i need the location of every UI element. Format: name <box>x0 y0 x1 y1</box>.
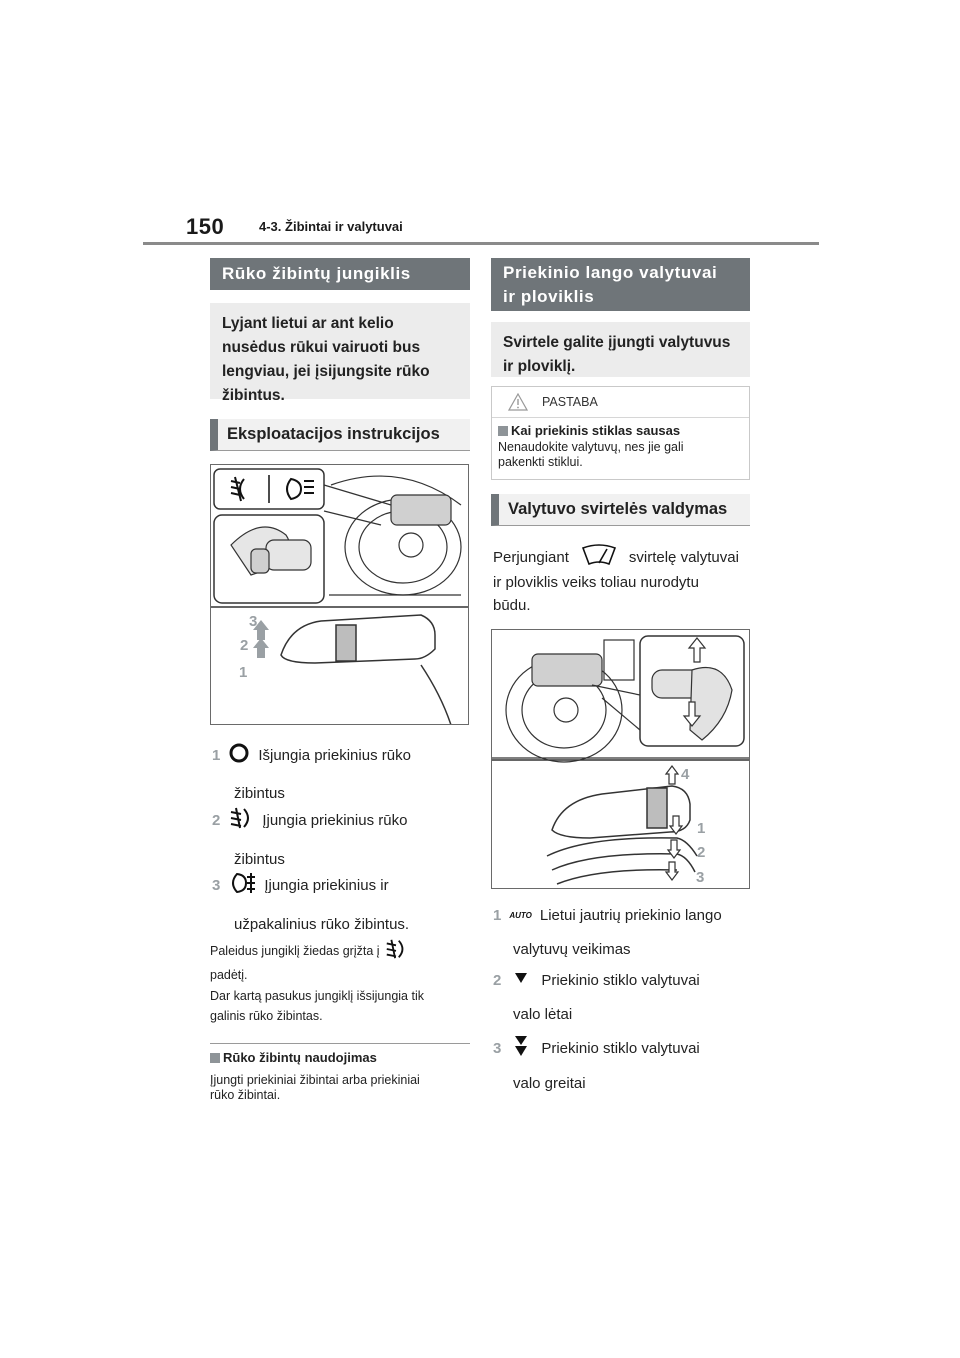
item-text: Priekinio stiklo valytuvai <box>541 1040 700 1057</box>
notice-label: PASTABA <box>542 395 598 409</box>
para-text: svirtelę valytuvai <box>628 549 739 566</box>
subheading-text: Valytuvo svirtelės valdymas <box>508 500 728 518</box>
section-title-wipers <box>491 258 750 311</box>
notice-text: Nenaudokite valytuvų, nes jie gali <box>498 440 684 454</box>
para-text: būdu. <box>493 597 531 614</box>
fog-switch-illustration <box>211 465 468 724</box>
wiper-lever-illustration <box>492 630 749 888</box>
note-text: galinis rūko žibintas. <box>210 1009 323 1023</box>
note-text: padėtį. <box>210 968 248 982</box>
usage-text: Įjungti priekiniai žibintai arba priekiniai <box>210 1073 420 1087</box>
intro-text: Lyjant lietui ar ant kelio nusėdus rūkui vairuoti bus lengviau, jei įsijungsite rūko žibintus. <box>222 315 430 404</box>
intro-box <box>491 322 750 377</box>
item-number: 1 <box>493 907 502 924</box>
section-title-line: ir ploviklis <box>503 286 595 306</box>
item-number: 1 <box>212 747 221 764</box>
notice-title <box>498 423 749 438</box>
front-fog-icon <box>384 937 408 966</box>
header-rule <box>143 242 819 245</box>
list-item <box>212 742 462 804</box>
fig-label-1: 1 <box>697 820 706 837</box>
list-item <box>212 806 462 870</box>
item-text-cont: žibintus <box>234 851 285 868</box>
section-title-line: Priekinio lango valytuvai <box>503 262 718 282</box>
wiper-icon <box>581 543 617 573</box>
item-number: 3 <box>493 1040 502 1057</box>
para-text: Perjungiant <box>493 549 569 566</box>
notice-text: pakenkti stiklui. <box>498 455 583 469</box>
square-bullet-icon <box>210 1053 220 1063</box>
list-item <box>212 871 467 935</box>
list-item <box>493 906 753 960</box>
notice-box <box>491 386 750 480</box>
wiper-paragraph-line1 <box>493 543 753 573</box>
fig-label-1: 1 <box>239 664 248 681</box>
double-tick-icon <box>513 1034 529 1064</box>
notice-title-text: Kai priekinis stiklas sausas <box>511 423 681 438</box>
list-item <box>493 1034 753 1094</box>
note-line <box>210 937 470 966</box>
fog-switch-figure <box>210 464 469 725</box>
chapter-title: 4-3. Žibintai ir valytuvai <box>259 219 403 234</box>
wiper-lever-figure <box>491 629 750 889</box>
section-title-text: Rūko žibintų jungiklis <box>222 264 411 283</box>
notice-header <box>492 387 749 418</box>
square-bullet-icon <box>498 426 508 436</box>
item-text: Priekinio stiklo valytuvai <box>541 972 700 989</box>
item-text-cont: valo greitai <box>513 1075 586 1092</box>
subheading-text: Eksploatacijos instrukcijos <box>227 425 440 443</box>
front-fog-icon <box>228 806 254 836</box>
item-text-cont: valytuvų veikimas <box>513 941 631 958</box>
item-text-cont: žibintus <box>234 785 285 802</box>
fig-label-3: 3 <box>249 613 258 630</box>
rear-fog-icon <box>228 871 256 901</box>
page-number: 150 <box>186 214 225 239</box>
list-item <box>493 971 753 1025</box>
subheading-wiper-lever <box>491 494 750 526</box>
intro-text: Svirtele galite įjungti valytuvus ir ploviklį. <box>503 334 731 375</box>
item-text-cont: užpakalinius rūko žibintus. <box>234 916 410 933</box>
auto-icon: AUTO <box>509 911 532 920</box>
divider <box>210 1043 470 1044</box>
fog-off-icon <box>228 742 250 770</box>
fig-label-2: 2 <box>697 844 706 861</box>
item-text: Įjungia priekinius ir <box>264 877 389 894</box>
item-text: Įjungia priekinius rūko <box>262 812 408 829</box>
fig-label-4: 4 <box>681 766 690 783</box>
warning-icon <box>508 393 528 416</box>
single-tick-icon <box>513 971 529 991</box>
usage-title-text: Rūko žibintų naudojimas <box>223 1050 377 1065</box>
intro-box <box>210 303 470 404</box>
usage-title <box>210 1050 377 1065</box>
fig-label-2: 2 <box>240 637 249 654</box>
item-text: Išjungia priekinius rūko <box>258 747 411 764</box>
item-number: 2 <box>493 972 502 989</box>
item-number: 2 <box>212 812 221 829</box>
para-text: ir ploviklis veiks toliau nurodytu <box>493 574 699 591</box>
item-text-cont: valo lėtai <box>513 1006 573 1023</box>
item-text: Lietui jautrių priekinio lango <box>539 907 722 924</box>
fig-label-3: 3 <box>696 869 705 886</box>
item-number: 3 <box>212 877 221 894</box>
section-title-fog-switch <box>210 258 470 290</box>
usage-text: rūko žibintai. <box>210 1088 281 1102</box>
note-text: Dar kartą pasukus jungiklį išsijungia tik <box>210 989 424 1003</box>
note-text: Paleidus jungiklį žiedas grįžta į <box>210 944 380 958</box>
subheading-operating <box>210 419 470 451</box>
